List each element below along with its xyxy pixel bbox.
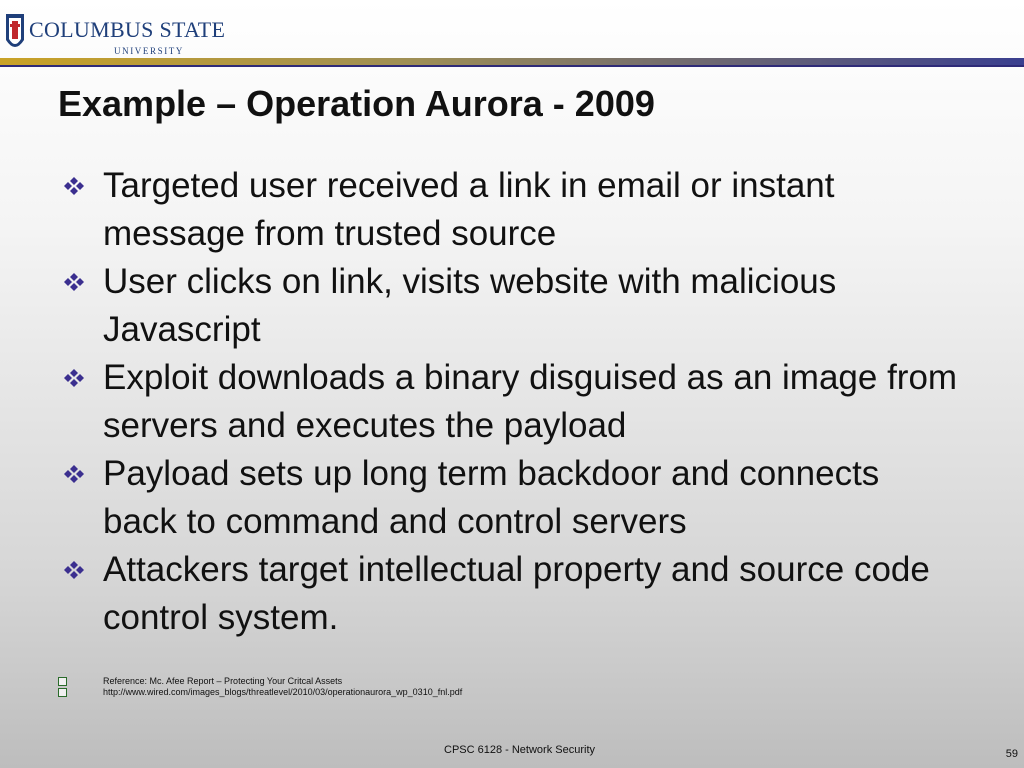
footer-course-title: CPSC 6128 - Network Security — [444, 744, 595, 756]
slide-header — [0, 0, 1024, 62]
slide-number: 59 — [1005, 748, 1018, 760]
quad-diamond-bullet-icon — [58, 464, 90, 484]
reference-text: Reference: Mc. Afee Report – Protecting Your Critcal Assets — [103, 676, 343, 686]
quad-diamond-bullet-icon — [58, 368, 90, 388]
logo-wordmark: COLUMBUS STATE — [29, 17, 226, 42]
reference-link[interactable]: http://www.wired.com/images_blogs/threatlevel/2010/03/operationaurora_wp_0310_fnl.pdf — [103, 687, 463, 697]
bullet-item — [58, 450, 958, 546]
reference-item — [58, 687, 758, 698]
bullet-item — [58, 354, 958, 450]
bullet-text: User clicks on link, visits website with malicious Javascript — [103, 262, 837, 349]
header-rule-underline — [0, 65, 1024, 67]
quad-diamond-bullet-icon — [58, 176, 90, 196]
university-shield-icon — [4, 10, 26, 56]
square-bullet-icon — [58, 688, 67, 697]
slide-title: Example – Operation Aurora - 2009 — [58, 83, 655, 124]
bullet-text: Targeted user received a link in email or instant message from trusted source — [103, 166, 835, 253]
bullet-item — [58, 162, 958, 258]
logo-subtitle: UNIVERSITY — [114, 46, 184, 56]
bullet-text: Exploit downloads a binary disguised as an image from servers and executes the payload — [103, 358, 958, 445]
bullet-item — [58, 258, 958, 354]
quad-diamond-bullet-icon — [58, 272, 90, 292]
bullet-text: Payload sets up long term backdoor and connects back to command and control servers — [103, 454, 880, 541]
bullet-list — [58, 162, 958, 642]
bullet-item — [58, 546, 958, 642]
reference-list — [58, 676, 758, 698]
quad-diamond-bullet-icon — [58, 560, 90, 580]
reference-item — [58, 676, 758, 687]
bullet-text: Attackers target intellectual property and source code control system. — [103, 550, 930, 637]
square-bullet-icon — [58, 677, 67, 686]
university-logo — [4, 10, 226, 62]
